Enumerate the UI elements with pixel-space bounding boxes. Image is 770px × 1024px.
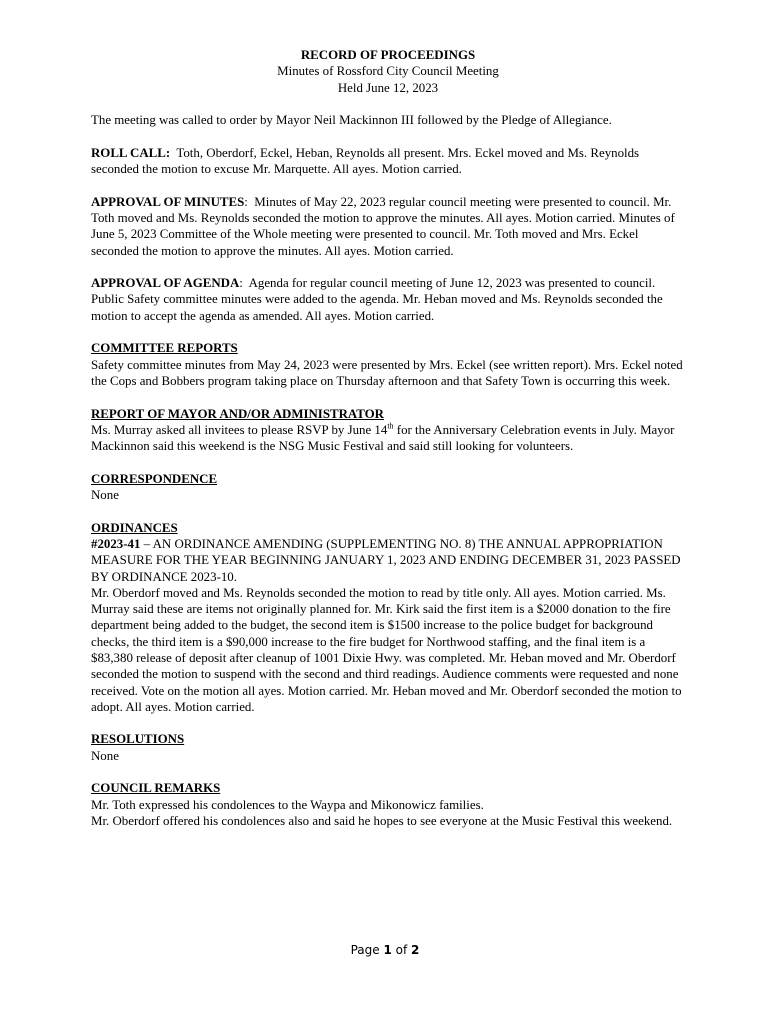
page-total: 2 [411, 943, 420, 957]
approval-minutes-section [91, 194, 685, 259]
roll-call-text: Toth, Oberdorf, Eckel, Heban, Reynolds all present. Mrs. Eckel moved and Ms. Reynolds seconded the motion to excuse Mr. Marquette. All ayes. Motion carried. [91, 145, 643, 177]
ordinances-heading: ORDINANCES [91, 520, 178, 535]
roll-call-label: ROLL CALL: [91, 145, 171, 160]
ordinances-section [91, 520, 685, 716]
document-title: RECORD OF PROCEEDINGS [300, 48, 476, 62]
correspondence-section [91, 471, 685, 504]
committee-reports-text: Safety committee minutes from May 24, 2023 were presented by Mrs. Eckel (see written report). Mrs. Eckel noted the Cops and Bobbers program taking place on Thursday afternoon and that Safety Town is occurring this week. [91, 357, 683, 388]
mayor-report-text-start: Ms. Murray asked all invitees to please RSVP by June 14 [91, 422, 388, 437]
council-remarks-heading: COUNCIL REMARKS [91, 781, 221, 796]
approval-agenda-text: : Agenda for regular council meeting of June 12, 2023 was presented to council. Public Safety committee minutes were added to the agenda. Mr. Heban moved and Ms. Reynolds seconded the motion to accept the agenda as amended. All ayes. Motion carried. [91, 276, 666, 323]
resolutions-text: None [91, 748, 119, 763]
roll-call-section [91, 145, 685, 178]
ordinance-number: #2023-41 [91, 536, 141, 551]
page-footer [0, 943, 770, 957]
approval-agenda-section [91, 275, 685, 324]
committee-reports-section [91, 340, 685, 389]
mayor-report-section [91, 406, 685, 455]
page-current: 1 [383, 943, 392, 957]
page-of: of [391, 943, 412, 957]
call-to-order: The meeting was called to order by Mayor Neil Mackinnon III followed by the Pledge of Allegiance. [91, 113, 612, 128]
committee-reports-heading: COMMITTEE REPORTS [91, 341, 238, 356]
document-subtitle: Minutes of Rossford City Council Meeting [277, 64, 499, 79]
mayor-report-text [91, 422, 685, 455]
approval-minutes-text: : Minutes of May 22, 2023 regular council meeting were presented to council. Mr. Toth moved and Ms. Reynolds seconded the motion to approve the minutes. All ayes. Motion carried. Minutes of June 5, 2023 Committee of the Whole meeting were presented to council. Mr. Toth moved and Mrs. Eckel seconded the motion to approve the minutes. All ayes. Motion carried. [91, 194, 678, 258]
page-prefix: Page [350, 943, 384, 957]
ordinance-title [91, 536, 685, 585]
document-header [91, 47, 685, 96]
council-remark-oberdorf: Mr. Oberdorf offered his condolences also and said he hopes to see everyone at the Music Festival this weekend. [91, 813, 673, 828]
meeting-date: Held June 12, 2023 [337, 80, 439, 95]
council-remarks-section [91, 780, 685, 829]
approval-minutes-label: APPROVAL OF MINUTES [91, 194, 245, 209]
resolutions-heading: RESOLUTIONS [91, 732, 185, 747]
approval-agenda-label: APPROVAL OF AGENDA [91, 276, 240, 291]
correspondence-text: None [91, 488, 119, 503]
correspondence-heading: CORRESPONDENCE [91, 471, 218, 486]
resolutions-section [91, 731, 685, 764]
council-remark-toth: Mr. Toth expressed his condolences to the Waypa and Mikonowicz families. [91, 797, 484, 812]
ordinance-title-text: – AN ORDINANCE AMENDING (SUPPLEMENTING NO. 8) THE ANNUAL APPROPRIATION MEASURE FOR THE YEAR BEGINNING JANUARY 1, 2023 AND ENDING DECEMBER 31, 2023 PASSED BY ORDINANCE 2023-10. [91, 536, 681, 584]
mayor-report-superscript: th [387, 421, 394, 431]
ordinance-text: Mr. Oberdorf moved and Ms. Reynolds seconded the motion to read by title only. All ayes. Motion carried. Ms. Murray said these are items not originally planned for. Mr. Kirk said the first item is a $2000 donation to the fire department being added to the budget, the second item is $1500 increase to the police budget for background checks, the third item is a $90,000 increase to the fire budget for Northwood staffing, and the final item is a $83,380 release of deposit after cleanup of 1001 Dixie Hwy. was completed. Mr. Heban moved and Mr. Oberdorf seconded the motion to suspend with the second and third readings. Audience comments were requested and none received. Vote on the motion all ayes. Motion carried. Mr. Heban moved and Mr. Oberdorf seconded the motion to adopt. All ayes. Motion carried. [91, 585, 682, 714]
mayor-report-heading: REPORT OF MAYOR AND/OR ADMINISTRATOR [91, 406, 384, 421]
mayor-report-text-end: for the Anniversary Celebration events in July. Mayor Mackinnon said this weekend is the NSG Music Festival and said still looking for volunteers. [91, 422, 675, 454]
document-body [91, 47, 685, 829]
